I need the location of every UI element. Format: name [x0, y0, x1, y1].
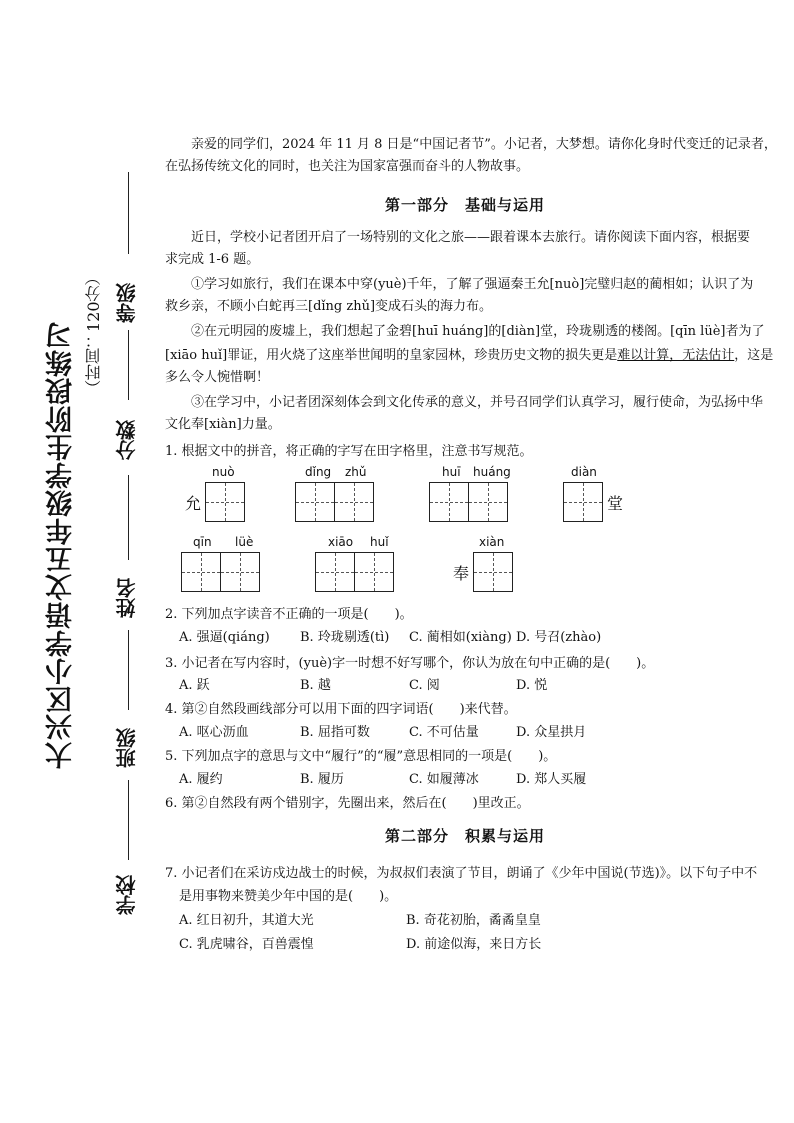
field-label-grade: 等级: [115, 283, 139, 323]
option-a[interactable]: A. 履约: [179, 772, 223, 787]
option-a[interactable]: A. 红日初升，其道大光: [179, 913, 314, 928]
pinyin-label: xiāo: [328, 535, 354, 549]
option-d[interactable]: D. 悦: [516, 678, 548, 693]
tian-box[interactable]: [469, 482, 508, 522]
tian-box[interactable]: [563, 482, 603, 522]
lead-line: 近日，学校小记者团开启了一场特别的文化之旅——跟着课本去旅行。请你阅读下面内容，根据要: [191, 230, 751, 245]
field-label-school: 学校: [115, 875, 139, 915]
exam-time: （时间：120分）: [84, 269, 103, 397]
tian-box[interactable]: [429, 482, 469, 522]
option-c[interactable]: C. 不可估量: [409, 725, 479, 740]
option-b[interactable]: B. 履历: [300, 772, 344, 787]
option-a[interactable]: A. 强逼(qiáng): [179, 630, 270, 645]
paragraph-2-line: 多么令人惋惜啊！: [165, 370, 270, 385]
option-c[interactable]: C. 阅: [409, 678, 440, 693]
writing-grid-huihuang: [429, 482, 508, 522]
field-label-class: 班级: [115, 728, 139, 768]
pinyin-label: xiàn: [479, 535, 505, 549]
pinyin-label: qīn: [193, 535, 212, 549]
writing-grid-xiaohui: [315, 552, 394, 592]
paragraph-3-line: ③在学习中，小记者团深刻体会到文化传承的意义，并号召同学们认真学习，履行使命，为弘扬中华: [191, 395, 764, 410]
option-b[interactable]: B. 越: [300, 678, 331, 693]
option-b[interactable]: B. 奇花初胎，矞矞皇皇: [406, 913, 541, 928]
pinyin-label: nuò: [212, 465, 235, 479]
question-5: 5. 下列加点字的意思与文中“履行”的“履”意思相同的一项是( )。: [165, 749, 557, 764]
paragraph-1-line: 救乡亲，不顾小白蛇再三[dǐng zhǔ]变成石头的海力布。: [165, 299, 493, 314]
writing-grid-nuo: [181, 482, 245, 522]
pinyin-label: diàn: [571, 465, 597, 479]
exam-header-sidebar: [0, 0, 150, 1123]
question-6: 6. 第②自然段有两个错别字，先圈出来，然后在( )里改正。: [165, 796, 530, 811]
intro-line: 在弘扬传统文化的同时，也关注为国家富强而奋斗的人物故事。: [165, 159, 530, 174]
pinyin-label: dǐng: [305, 465, 332, 479]
option-a[interactable]: A. 跃: [179, 678, 210, 693]
field-line-score[interactable]: [128, 330, 129, 400]
option-d[interactable]: D. 众星拱月: [516, 725, 587, 740]
pinyin-label: huī: [442, 465, 461, 479]
paragraph-2-line: [165, 348, 773, 364]
paragraph-1-line: ①学习如旅行，我们在课本中穿(yuè)千年，了解了强逼秦王允[nuò]完璧归赵的蔺相如；认识了为: [191, 277, 754, 292]
tian-box[interactable]: [181, 552, 221, 592]
option-d[interactable]: D. 前途似海，来日方长: [406, 937, 542, 952]
underlined-phrase: 难以计算，无法估计: [617, 348, 735, 363]
grid-prefix-char: 允: [185, 493, 202, 513]
paragraph-2-text: ，这是: [734, 348, 774, 363]
option-c[interactable]: C. 蔺相如(xiàng): [409, 630, 512, 645]
question-4: 4. 第②自然段画线部分可以用下面的四字词语( )来代替。: [165, 702, 517, 717]
tian-box[interactable]: [315, 552, 355, 592]
writing-grid-dingzhu: [295, 482, 374, 522]
question-7-line: 7. 小记者们在采访戍边战士的时候，为叔叔们表演了节目，朗诵了《少年中国说(节选)》。以下句子中不: [165, 866, 758, 881]
field-line-class[interactable]: [128, 630, 129, 710]
question-7-line: 是用事物来赞美少年中国的是( )。: [179, 889, 398, 904]
grid-prefix-char: 奉: [453, 563, 470, 583]
option-c[interactable]: C. 如履薄冰: [409, 772, 479, 787]
tian-box[interactable]: [473, 552, 513, 592]
pinyin-label: huǐ: [370, 535, 389, 549]
tian-box[interactable]: [355, 552, 394, 592]
field-label-name: 姓名: [115, 578, 139, 618]
writing-grid-dian: [563, 482, 627, 522]
tian-box[interactable]: [335, 482, 374, 522]
tian-box[interactable]: [221, 552, 260, 592]
intro-line: 亲爱的同学们，2024 年 11 月 8 日是“中国记者节”。小记者，大梦想。请你化身时代变迁的记录者，: [191, 137, 777, 152]
tian-box[interactable]: [205, 482, 245, 522]
field-label-score: 分数: [115, 420, 139, 460]
lead-line: 求完成 1-6 题。: [165, 252, 260, 267]
grid-suffix-char: 堂: [607, 493, 624, 513]
pinyin-label: zhǔ: [345, 465, 367, 479]
writing-grid-qinlue: [181, 552, 260, 592]
exam-title: 大兴区小学语文五年级学生阶段练习: [46, 321, 77, 769]
tian-box[interactable]: [295, 482, 335, 522]
paragraph-2-line: ②在元明园的废墟上，我们想起了金碧[huī huáng]的[diàn]堂，玲珑剔透的楼阁。[qīn lüè]者为了: [191, 324, 765, 339]
option-d[interactable]: D. 郑人买履: [516, 772, 587, 787]
question-3: 3. 小记者在写内容时，(yuè)字一时想不好写哪个，你认为放在句中正确的是( )。: [165, 656, 655, 671]
option-b[interactable]: B. 玲珑剔透(tì): [300, 630, 390, 645]
question-2: 2. 下列加点字读音不正确的一项是( )。: [165, 607, 413, 622]
option-c[interactable]: C. 乳虎啸谷，百兽震惶: [179, 937, 314, 952]
section-heading-part2: 第二部分 积累与运用: [384, 827, 545, 845]
pinyin-label: lüè: [235, 535, 254, 549]
field-line-name[interactable]: [128, 475, 129, 560]
field-line-school[interactable]: [128, 780, 129, 860]
paragraph-2-text: [xiāo huǐ]罪证，用火烧了这座举世闻明的皇家园林，珍贵历史文物的损失更是: [165, 348, 618, 363]
pinyin-label: huáng: [473, 465, 511, 479]
paragraph-3-line: 文化奉[xiàn]力量。: [165, 417, 281, 432]
option-b[interactable]: B. 屈指可数: [300, 725, 370, 740]
section-heading-part1: 第一部分 基础与运用: [384, 196, 545, 214]
option-a[interactable]: A. 呕心沥血: [179, 725, 249, 740]
field-line-grade[interactable]: [128, 172, 129, 254]
question-1: 1. 根据文中的拼音，将正确的字写在田字格里，注意书写规范。: [165, 444, 533, 459]
writing-grid-xian: [449, 552, 513, 592]
option-d[interactable]: D. 号召(zhào): [516, 630, 602, 645]
